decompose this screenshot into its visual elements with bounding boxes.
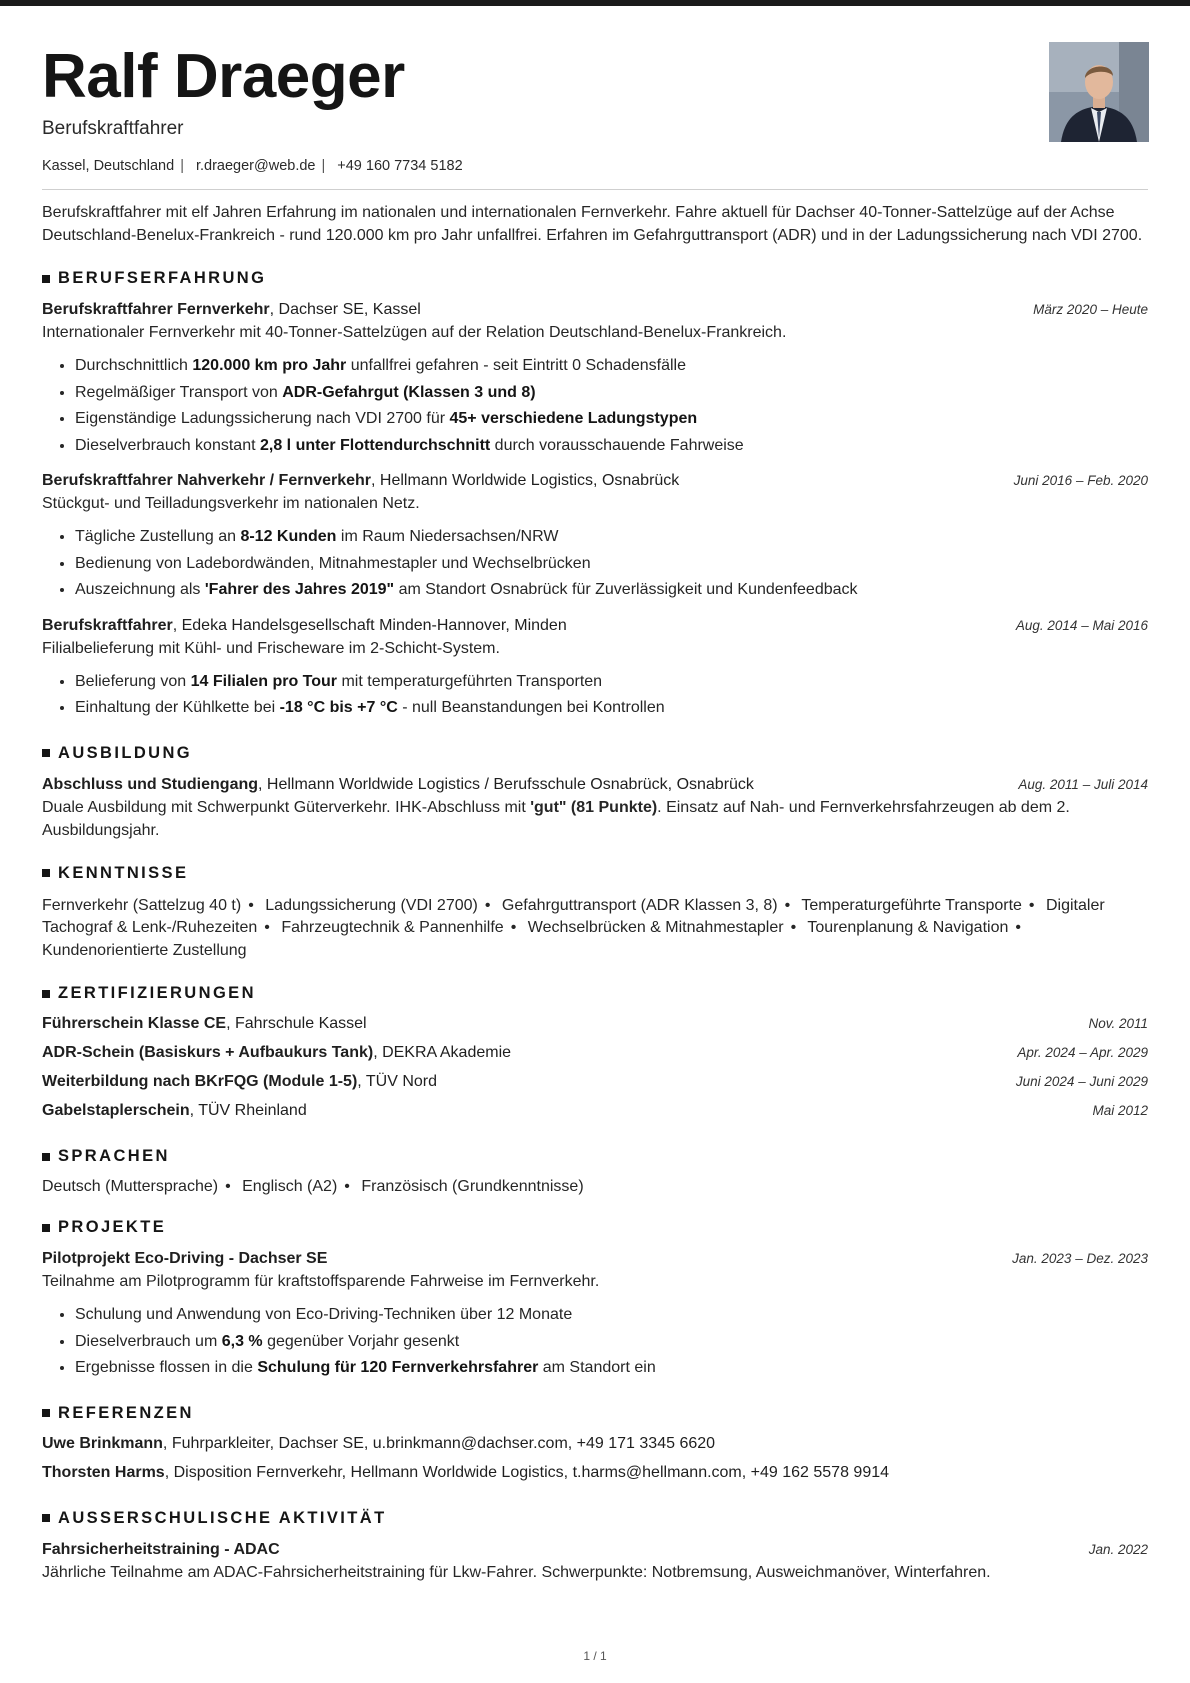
activity-description: Jährliche Teilnahme am ADAC-Fahrsicherheitstraining für Lkw-Fahrer. Schwerpunkte: Notbremsung, Ausweichmanöver, Winterfahren. <box>42 1563 991 1581</box>
header-divider <box>42 189 1148 190</box>
project-date: Jan. 2023 – Dez. 2023 <box>1012 1251 1148 1266</box>
section-skills <box>42 864 1148 963</box>
section-heading <box>42 1218 1148 1237</box>
job-entry <box>42 298 1148 459</box>
section-heading <box>42 744 1148 763</box>
portrait-photo <box>1049 42 1149 142</box>
top-bar <box>0 0 1190 6</box>
section-projects <box>42 1218 1148 1382</box>
job-date: Juni 2016 – Feb. 2020 <box>1013 473 1148 488</box>
section-heading-text: REFERENZEN <box>58 1403 194 1422</box>
section-education <box>42 744 1148 842</box>
certification-date: Juni 2024 – Juni 2029 <box>1015 1074 1148 1089</box>
contact-location: Kassel, Deutschland <box>42 158 175 174</box>
profile-summary: Berufskraftfahrer mit elf Jahren Erfahrung im nationalen und internationalen Fernverkehr. Fahre aktuell für Dachser 40-Tonner-Sattelzüge auf der Achse Deutschland-Benelux-Frankreich - rund 120.000 km pro Jahr unfallfrei. Erfahren im Gefahrguttransport (ADR) und in der Ladungssicherung nach VDI 2700. <box>42 204 1143 244</box>
square-bullet-icon <box>42 1153 50 1161</box>
certification-list <box>42 1009 1148 1125</box>
project-entry <box>42 1247 1148 1382</box>
job-title: Berufskraftfahrer Nahverkehr / Fernverkehr <box>42 472 372 489</box>
bullet-separator: • <box>1015 919 1021 936</box>
reference-item: Uwe Brinkmann, Fuhrparkleiter, Dachser SE, u.brinkmann@dachser.com, +49 171 3345 6620 <box>42 1434 716 1452</box>
bullet-separator: • <box>784 896 791 914</box>
reference-list <box>42 1429 1148 1487</box>
skill-item: Tourenplanung & Navigation <box>807 919 1009 936</box>
job-entry <box>42 614 1148 722</box>
job-title: Berufskraftfahrer Fernverkehr <box>42 301 270 318</box>
list-item: • Durchschnittlich 120.000 km pro Jahr unfallfrei gefahren - seit Eintritt 0 Schadensfälle <box>75 353 1148 380</box>
activity-entry <box>42 1538 1148 1584</box>
section-experience <box>42 269 1148 722</box>
job-title: Berufskraftfahrer <box>42 118 184 139</box>
page-number: 1 / 1 <box>583 1649 607 1663</box>
square-bullet-icon <box>42 1224 50 1232</box>
section-heading <box>42 1404 1148 1423</box>
certification-date: Apr. 2024 – Apr. 2029 <box>1017 1045 1148 1060</box>
job-employer: , Hellmann Worldwide Logistics, Osnabrück <box>371 472 680 489</box>
certification-item: Gabelstaplerschein, TÜV Rheinland Mai 2012 <box>42 1096 1148 1125</box>
skill-item: Digitaler Tachograf & Lenk-/Ruhezeiten <box>42 896 1105 936</box>
contact-separator: | <box>180 158 184 174</box>
skill-item: Wechselbrücken & Mitnahmestapler <box>527 919 784 936</box>
section-heading <box>42 984 1148 1003</box>
job-description: Filialbelieferung mit Kühl- und Frischeware im 2-Schicht-System. <box>42 639 500 657</box>
job-description: Internationaler Fernverkehr mit 40-Tonner-Sattelzügen auf der Relation Deutschland-Benelux-Frankreich. <box>42 324 787 341</box>
section-heading <box>42 1147 1148 1166</box>
contact-phone[interactable]: +49 160 7734 5182 <box>337 158 463 174</box>
bullet-separator: • <box>248 896 254 914</box>
project-bullets <box>42 1302 1148 1382</box>
contact-line <box>42 158 1148 174</box>
certification-date: Mai 2012 <box>1092 1103 1148 1118</box>
activity-title: Fahrsicherheitstraining - ADAC <box>42 1540 280 1558</box>
section-heading <box>42 269 1148 288</box>
section-heading-text: PROJEKTE <box>58 1218 167 1236</box>
job-bullets <box>42 353 1148 459</box>
list-item: • Dieselverbrauch um 6,3 % gegenüber Vorjahr gesenkt <box>75 1329 1148 1356</box>
certification-item: ADR-Schein (Basiskurs + Aufbaukurs Tank), DEKRA Akademie Apr. 2024 – Apr. 2029 <box>42 1038 1148 1067</box>
bullet-separator: • <box>484 896 491 914</box>
education-date: Aug. 2011 – Juli 2014 <box>1018 776 1148 792</box>
education-entry <box>42 773 1148 842</box>
job-description: Stückgut- und Teilladungsverkehr im nationalen Netz. <box>42 495 420 512</box>
job-title: Berufskraftfahrer <box>42 616 173 634</box>
skill-item: Gefahrguttransport (ADR Klassen 3, 8) <box>501 896 778 914</box>
skill-item: Ladungssicherung (VDI 2700) <box>265 896 478 914</box>
section-heading-text: ZERTIFIZIERUNGEN <box>58 984 256 1002</box>
list-item: • Belieferung von 14 Filialen pro Tour mit temperaturgeführten Transporten <box>75 669 1148 696</box>
skill-item: Temperaturgeführte Transporte <box>801 896 1022 914</box>
section-heading-text: KENNTNISSE <box>58 863 189 882</box>
degree-title: Abschluss und Studiengang <box>42 775 259 793</box>
section-heading <box>42 1509 1148 1528</box>
list-item: • Bedienung von Ladebordwänden, Mitnahmestapler und Wechselbrücken <box>75 551 1148 578</box>
square-bullet-icon <box>42 275 50 283</box>
bullet-separator: • <box>344 1178 350 1195</box>
section-activities <box>42 1509 1148 1584</box>
language-item: Englisch (A2) <box>242 1178 338 1195</box>
bullet-separator: • <box>510 919 517 936</box>
list-item: • Ergebnisse flossen in die Schulung für 120 Fernverkehrsfahrer am Standort ein <box>75 1355 1148 1382</box>
resume-page <box>42 40 1148 1584</box>
school: , Hellmann Worldwide Logistics / Berufsschule Osnabrück, Osnabrück <box>258 775 754 793</box>
section-certifications <box>42 984 1148 1125</box>
language-item: Deutsch (Muttersprache) <box>42 1178 219 1195</box>
job-bullets <box>42 524 1148 604</box>
skill-item: Fernverkehr (Sattelzug 40 t) <box>42 896 242 914</box>
square-bullet-icon <box>42 1514 50 1522</box>
skill-item: Fahrzeugtechnik & Pannenhilfe <box>281 919 504 936</box>
section-languages <box>42 1147 1148 1196</box>
bullet-separator: • <box>264 919 270 936</box>
contact-email[interactable]: r.draeger@web.de <box>195 158 316 174</box>
job-bullets <box>42 669 1148 722</box>
bullet-separator: • <box>790 919 797 936</box>
section-heading-text: AUSBILDUNG <box>58 743 192 762</box>
skills-list <box>42 895 1148 963</box>
certification-item: Führerschein Klasse CE, Fahrschule Kassel Nov. 2011 <box>42 1009 1148 1038</box>
job-employer: , Dachser SE, Kassel <box>269 301 421 318</box>
bullet-separator: • <box>225 1178 231 1195</box>
list-item: • Auszeichnung als 'Fahrer des Jahres 2019" am Standort Osnabrück für Zuverlässigkeit und Kundenfeedback <box>75 577 1148 604</box>
bullet-separator: • <box>1028 896 1035 914</box>
square-bullet-icon <box>42 1409 50 1417</box>
candidate-name: Ralf Draeger <box>42 42 405 111</box>
certification-date: Nov. 2011 <box>1088 1016 1148 1031</box>
square-bullet-icon <box>42 869 50 877</box>
section-heading-text: AUSSERSCHULISCHE AKTIVITÄT <box>58 1508 387 1527</box>
list-item: • Dieselverbrauch konstant 2,8 l unter Flottendurchschnitt durch vorausschauende Fahrweise <box>75 433 1148 460</box>
education-description: Duale Ausbildung mit Schwerpunkt Güterverkehr. IHK-Abschluss mit 'gut" (81 Punkte). Einsatz auf Nah- und Fernverkehrsfahrzeugen ab dem 2. Ausbildungsjahr. <box>42 798 1070 839</box>
skill-item: Kundenorientierte Zustellung <box>42 941 247 959</box>
photo <box>1049 42 1149 142</box>
section-references <box>42 1404 1148 1487</box>
certification-item: Weiterbildung nach BKrFQG (Module 1-5), TÜV Nord Juni 2024 – Juni 2029 <box>42 1067 1148 1096</box>
section-heading <box>42 864 1148 883</box>
job-date: März 2020 – Heute <box>1033 302 1148 317</box>
language-item: Französisch (Grundkenntnisse) <box>361 1178 584 1195</box>
list-item: • Eigenständige Ladungssicherung nach VDI 2700 für 45+ verschiedene Ladungstypen <box>75 406 1148 433</box>
languages-list <box>42 1178 1148 1196</box>
reference-item: Thorsten Harms, Disposition Fernverkehr, Hellmann Worldwide Logistics, t.harms@hellmann.com, +49 162 5578 9914 <box>42 1463 890 1481</box>
square-bullet-icon <box>42 749 50 757</box>
job-date: Aug. 2014 – Mai 2016 <box>1015 617 1148 633</box>
list-item: • Schulung und Anwendung von Eco-Driving-Techniken über 12 Monate <box>75 1302 1148 1329</box>
list-item: • Regelmäßiger Transport von ADR-Gefahrgut (Klassen 3 und 8) <box>75 380 1148 407</box>
activity-date: Jan. 2022 <box>1088 1541 1148 1557</box>
section-heading-text: BERUFSERFAHRUNG <box>58 269 267 287</box>
project-title: Pilotprojekt Eco-Driving - Dachser SE <box>42 1250 328 1267</box>
project-description: Teilnahme am Pilotprogramm für kraftstoffsparende Fahrweise im Fernverkehr. <box>42 1273 600 1290</box>
list-item: • Einhaltung der Kühlkette bei -18 °C bis +7 °C - null Beanstandungen bei Kontrollen <box>75 695 1148 722</box>
section-heading-text: SPRACHEN <box>58 1147 170 1165</box>
list-item: • Tägliche Zustellung an 8-12 Kunden im Raum Niedersachsen/NRW <box>75 524 1148 551</box>
square-bullet-icon <box>42 990 50 998</box>
contact-separator: | <box>321 158 326 174</box>
job-entry <box>42 469 1148 604</box>
job-employer: , Edeka Handelsgesellschaft Minden-Hannover, Minden <box>172 616 567 634</box>
